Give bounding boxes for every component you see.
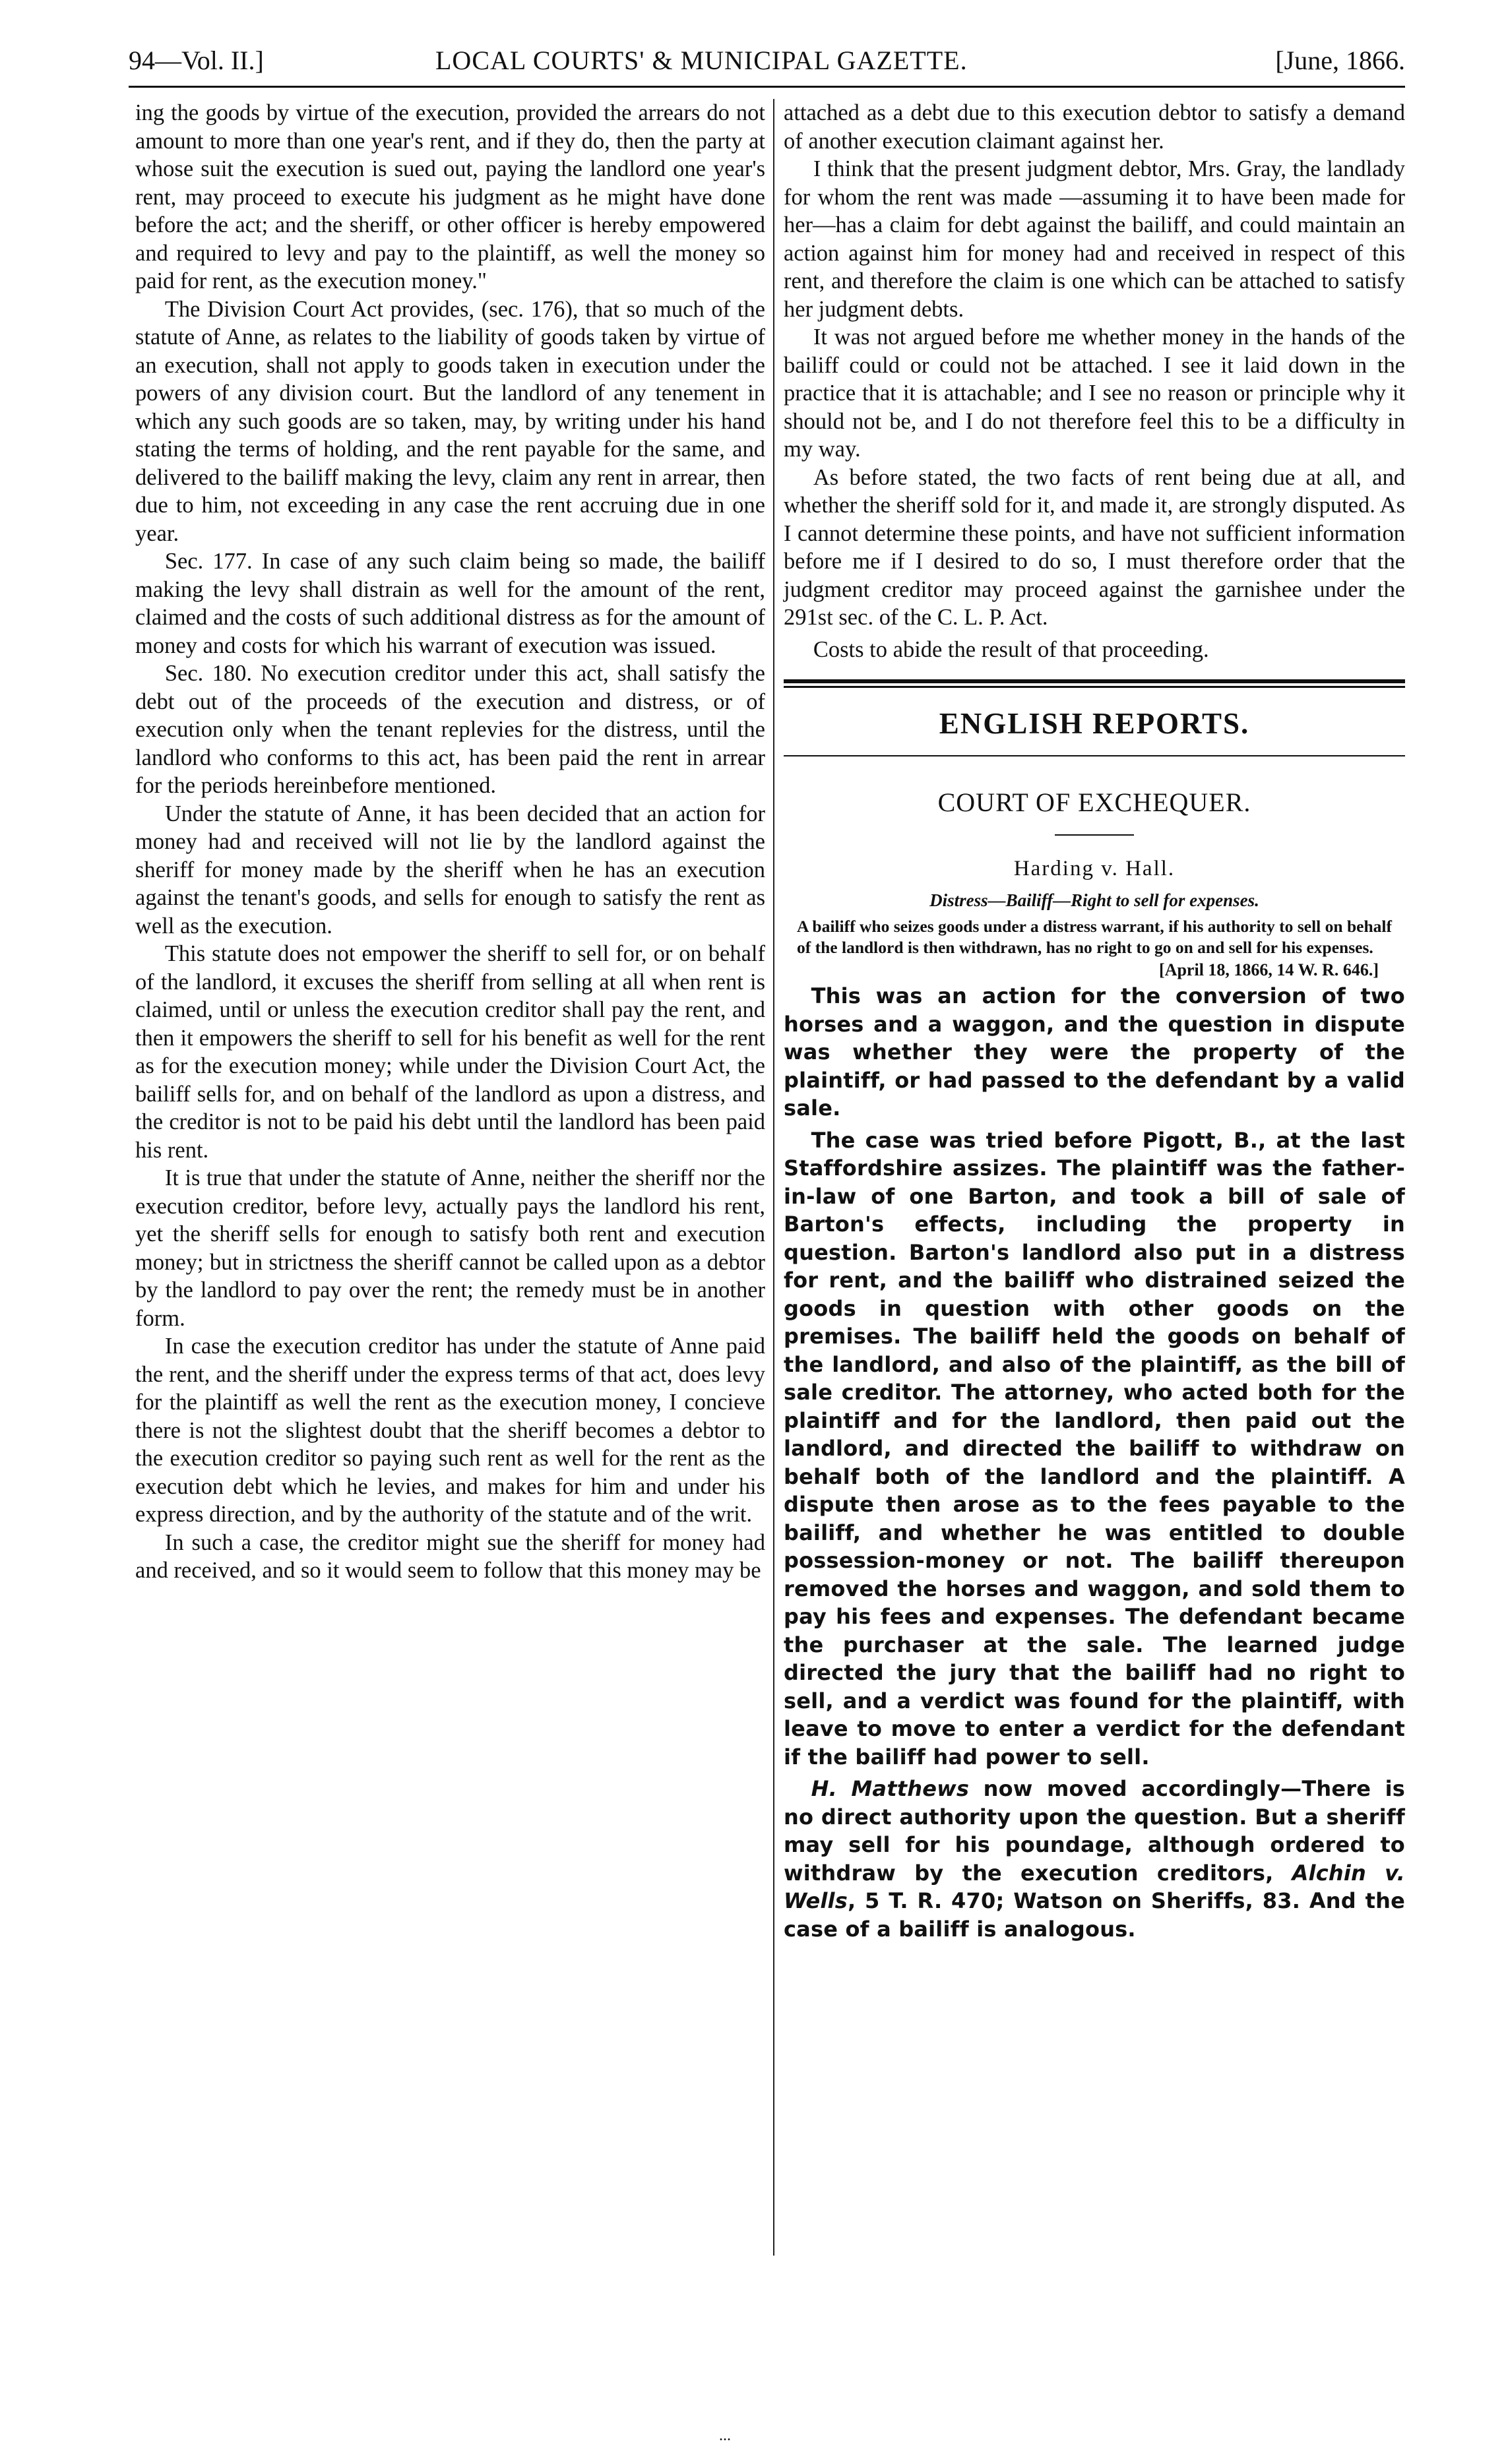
final-text-a: now moved accordingly—There is no direct authority upon the question. But a sheriff may sell for his poundage, although ordered to withdraw by the execution creditors, <box>784 1776 1405 1886</box>
final-paragraph <box>784 1775 1405 1943</box>
paragraph: Under the statute of Anne, it has been decided that an action for money had and received will not lie by the landlord against the sheriff for money made by the sheriff when he has an execution against the tenant's goods, and sells for enough to satisfy the rent as well as the execution. <box>135 801 765 939</box>
final-text-b: , 5 T. R. 470; Watson on Sheriffs, 83. And the case of a bailiff is analogous. <box>784 1888 1405 1942</box>
section-rule-thin <box>784 686 1405 688</box>
counsel-name: H. Matthews <box>811 1776 970 1801</box>
header-volume: 94—Vol. II.] <box>129 46 264 75</box>
left-column <box>135 99 765 1585</box>
court-name: COURT OF EXCHEQUER. <box>937 787 1251 817</box>
paragraph: Sec. 180. No execution creditor under this act, shall satisfy the debt out of the proceeds of the execution and distress, or of execution only when the tenant replevies for the distress, until the landlord who conforms to this act, has been paid the rent in arrear for the periods hereinbefore mentioned. <box>135 661 765 798</box>
running-header <box>129 38 1405 84</box>
paragraph: As before stated, the two facts of rent being due at all, and whether the sheriff sold for it, and made it, are strongly disputed. As I cannot determine these points, and have not sufficient information before me if I desired to do so, I must therefore order that the judgment creditor may proceed against the garnishee under the 291st sec. of the C. L. P. Act. <box>784 464 1405 630</box>
paragraph: attached as a debt due to this execution debtor to satisfy a demand of another execution claimant against her. <box>784 100 1405 154</box>
paragraph: It is true that under the statute of Anne, neither the sheriff nor the execution creditor, before levy, actually pays the landlord his rent, yet the sheriff sells for enough to satisfy both rent and execution money; but in strictness the sheriff cannot be called upon as a debtor by the landlord to pay over the rent; the remedy must be in another form. <box>135 1165 765 1331</box>
right-column <box>784 99 1405 1943</box>
section-title-rule <box>784 755 1405 756</box>
paragraph: This was an action for the conversion of two horses and a waggon, and the question in dispute was whether they were the property of the plaintiff, or had passed to the defendant by a valid sale. <box>784 983 1405 1121</box>
paragraph: The case was tried before Pigott, B., at the last Staffordshire assizes. The plaintiff was the father-in-law of one Barton, and took a bill of sale of Barton's effects, including the property in question. Barton's landlord also put in a distress for rent, and the bailiff who distrained seized the goods in question with other goods on the premises. The bailiff held the goods on behalf of the landlord, and also of the plaintiff, as the bill of sale creditor. The attorney, who acted both for the plaintiff and for the landlord, then paid out the landlord, and directed the bailiff to withdraw on behalf both of the landlord and the plaintiff. A dispute then arose as to the fees payable to the bailiff, and whether he was entitled to double possession-money or not. The bailiff thereupon removed the horses and waggon, and sold them to pay his fees and expenses. The defendant became the purchaser at the sale. The learned judge directed the jury that the bailiff had no right to sell, and a verdict was found for the plaintiff, with leave to move to enter a verdict for the defendant if the bailiff had power to sell. <box>784 1127 1405 1770</box>
paragraph: It was not argued before me whether money in the hands of the bailiff could or could not be attached. I see it laid down in the practice that it is attachable; and I see no reason or principle why it should not be, and I do not therefore feel this to be a difficulty in my way. <box>784 324 1405 462</box>
header-date: [June, 1866. <box>1275 46 1405 75</box>
paragraph: ing the goods by virtue of the execution, provided the arrears do not amount to more than one year's rent, and if they do, then the party at whose suit the execution is sued out, paying the landlord one year's rent, may proceed to execute his judgment as he might have done before the act; and the sheriff, or other officer is hereby empowered and required to levy and pay to the plaintiff, as well the money so paid for rent, as the execution money." <box>135 100 765 293</box>
header-title: LOCAL COURTS' & MUNICIPAL GAZETTE. <box>435 46 968 75</box>
footer-mark: ... <box>719 2427 731 2444</box>
paragraph: Sec. 177. In case of any such claim being so made, the bailiff making the levy shall distrain as well for the amount of the rent, claimed and the costs of such additional distress as for the amount of money and costs for which his warrant of execution was issued. <box>135 549 765 658</box>
column-divider <box>773 99 774 2256</box>
paragraph: The Division Court Act provides, (sec. 176), that so much of the statute of Anne, as relates to the liability of goods taken by virtue of an execution, shall not apply to goods taken in execution under the powers of any division court. But the landlord of any tenement in which any such goods are so taken, may, by writing under his hand stating the terms of holding, and the rent payable for the same, and delivered to the bailiff making the levy, claim any rent in arrear, then due to him, not exceeding in any case the rent accruing due in one year. <box>135 296 765 546</box>
citation: [April 18, 1866, 14 W. R. 646.] <box>1159 960 1379 979</box>
case-name: Harding v. Hall. <box>1013 857 1176 880</box>
headnote: A bailiff who seizes goods under a distress warrant, if his authority to sell on behalf of the landlord is then withdrawn, has no right to go on and sell for his expenses. <box>797 917 1392 957</box>
paragraph: In case the execution creditor has under the statute of Anne paid the rent, and the sheriff under the express terms of that act, does levy for the plaintiff as well the rent as the execution money, I concieve there is not the slightest doubt that the sheriff becomes a debtor to the execution creditor so paying such rent as well for the rent as the execution debt which he levies, and makes for him and under his express direction, and by the authority of the statute and of the writ. <box>135 1334 765 1527</box>
paragraph: This statute does not empower the sheriff to sell for, or on behalf of the landlord, it excuses the sheriff from selling at all when rent is claimed, until or unless the execution creditor shall pay the rent, and then it empowers the sheriff to sell for his benefit as well for the rent as for the execution money; while under the Division Court Act, the bailiff sells for, and on behalf of the landlord as upon a distress, and the creditor is not to be paid his debt until the landlord has been paid his rent. <box>135 941 765 1163</box>
paragraph: In such a case, the creditor might sue the sheriff for money had and received, and so it would seem to follow that this money may be <box>135 1529 765 1583</box>
court-rule <box>1055 834 1134 836</box>
paragraph: I think that the present judgment debtor, Mrs. Gray, the landlady for whom the rent was made —assuming it to have been made for her—has a claim for debt against the bailiff, and could maintain an action against him for money had and received in respect of this rent, and therefore the claim is one which can be attached to satisfy her judgment debts. <box>784 156 1405 322</box>
section-rule-thick <box>784 679 1405 683</box>
headnote-keywords: Distress—Bailiff—Right to sell for expenses. <box>929 890 1259 910</box>
section-title: ENGLISH REPORTS. <box>939 707 1250 740</box>
case-reference: Alchin v. Wells <box>784 1860 1405 1913</box>
header-rule <box>129 86 1405 88</box>
paragraph: Costs to abide the result of that proceeding. <box>813 636 1209 662</box>
